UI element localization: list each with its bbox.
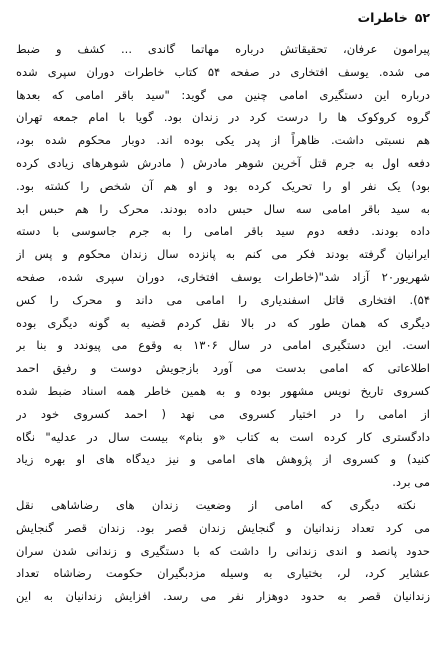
text-line: عشایر کرد، لر، بختیاری به وسیله مزدبگیران حکومت رضاشاه تعداد [16, 566, 430, 581]
text-line: می شده. یوسف افتخاری در صفحه ۵۴ کتاب خاطرات دوران سپری شده [16, 64, 430, 79]
text-line: درباره این دستگیری امامی چنین می گوید: "سید باقر امامی که بعدها [16, 87, 430, 102]
text-line: زندانیان قصر به حدود دوهزار نفر می رسد. افزایش زندانیان به این [16, 589, 430, 604]
text-line: ایرانیان گرفته بودند فکر می کنم به پانزده سال زندان محکوم و پس از [16, 247, 430, 262]
text-line: شهریور۲۰ آزاد شد"(خاطرات یوسف افتخاری، دوران سپری شده، صفحه [16, 269, 430, 284]
header-title: خاطرات [357, 10, 408, 25]
text-line: گروه کروکوک ها را درست کرد در زندان بود. گویا با امام جمعه تهران [16, 110, 430, 125]
text-line: است. این دستگیری امامی در سال ۱۳۰۶ به وقوع می پیوندد و بنا بر [16, 338, 430, 353]
text-line: دفعه اول به جرم قتل آخرین شوهر مادرش ( مادرش شوهرهای زیادی کرده [16, 155, 430, 170]
text-line: کنید) و کسروی از پژوهش های امامی و نیز دیدگاه های او بهره زیاد [16, 452, 430, 467]
text-line: ۵۴). افتخاری قاتل اسفندیاری را امامی می داند و محرک را کس [16, 292, 430, 307]
text-line: حدود پانصد و اندی زندانی را داشت که با دستگیری و زندانی شدن سران [16, 543, 430, 558]
text-line: داده بودند. دفعه دوم سید باقر امامی را به جرم جاسوسی با دسته [16, 224, 430, 239]
text-line: به سید باقر امامی سه سال حبس داده بودند. محرک را هم حبس ابد [16, 201, 430, 216]
text-line: دیگری که همان طور که در بالا نقل کردم قضیه به گونه دیگری بوده [16, 315, 430, 330]
text-line: می برد. [392, 475, 430, 490]
text-line: بود) یک نفر او را تحریک کرده بود و او هم آن شخص را کشته بود. [16, 178, 430, 193]
text-line: از امامی را در اختیار کسروی می نهد ( احمد کسروی خود در [16, 406, 430, 421]
page-number: ۵۲ [414, 10, 430, 25]
text-line: هم نسبتی داشت. ظاهراً از پدر یکی بوده اند. دوبار محکوم شده بود، [16, 133, 430, 148]
running-header [16, 8, 430, 28]
text-line: پیرامون عرفان، تحقیقاتش درباره مهاتما گاندی ... کشف و ضبط [16, 42, 430, 56]
body-text [16, 38, 430, 608]
text-line: نکته دیگری که امامی از وضعیت زندان های رضاشاهی نقل [16, 497, 416, 512]
text-line: اطلاعاتی که امامی بدست می آورد بازجویش دوست و رفیق احمد [16, 361, 430, 376]
text-line: کسروی تاریخ نویس مشهور بوده و به همین خاطر همه اسناد ضبط شده [16, 383, 430, 398]
text-line: می کرد تعداد زندانیان و گنجایش زندان قصر بود. زندان قصر گنجایش [16, 520, 430, 535]
text-line: دادگستری کار کرده است به کتاب «و بنام» بیست سال در عدلیه" نگاه [16, 429, 430, 444]
